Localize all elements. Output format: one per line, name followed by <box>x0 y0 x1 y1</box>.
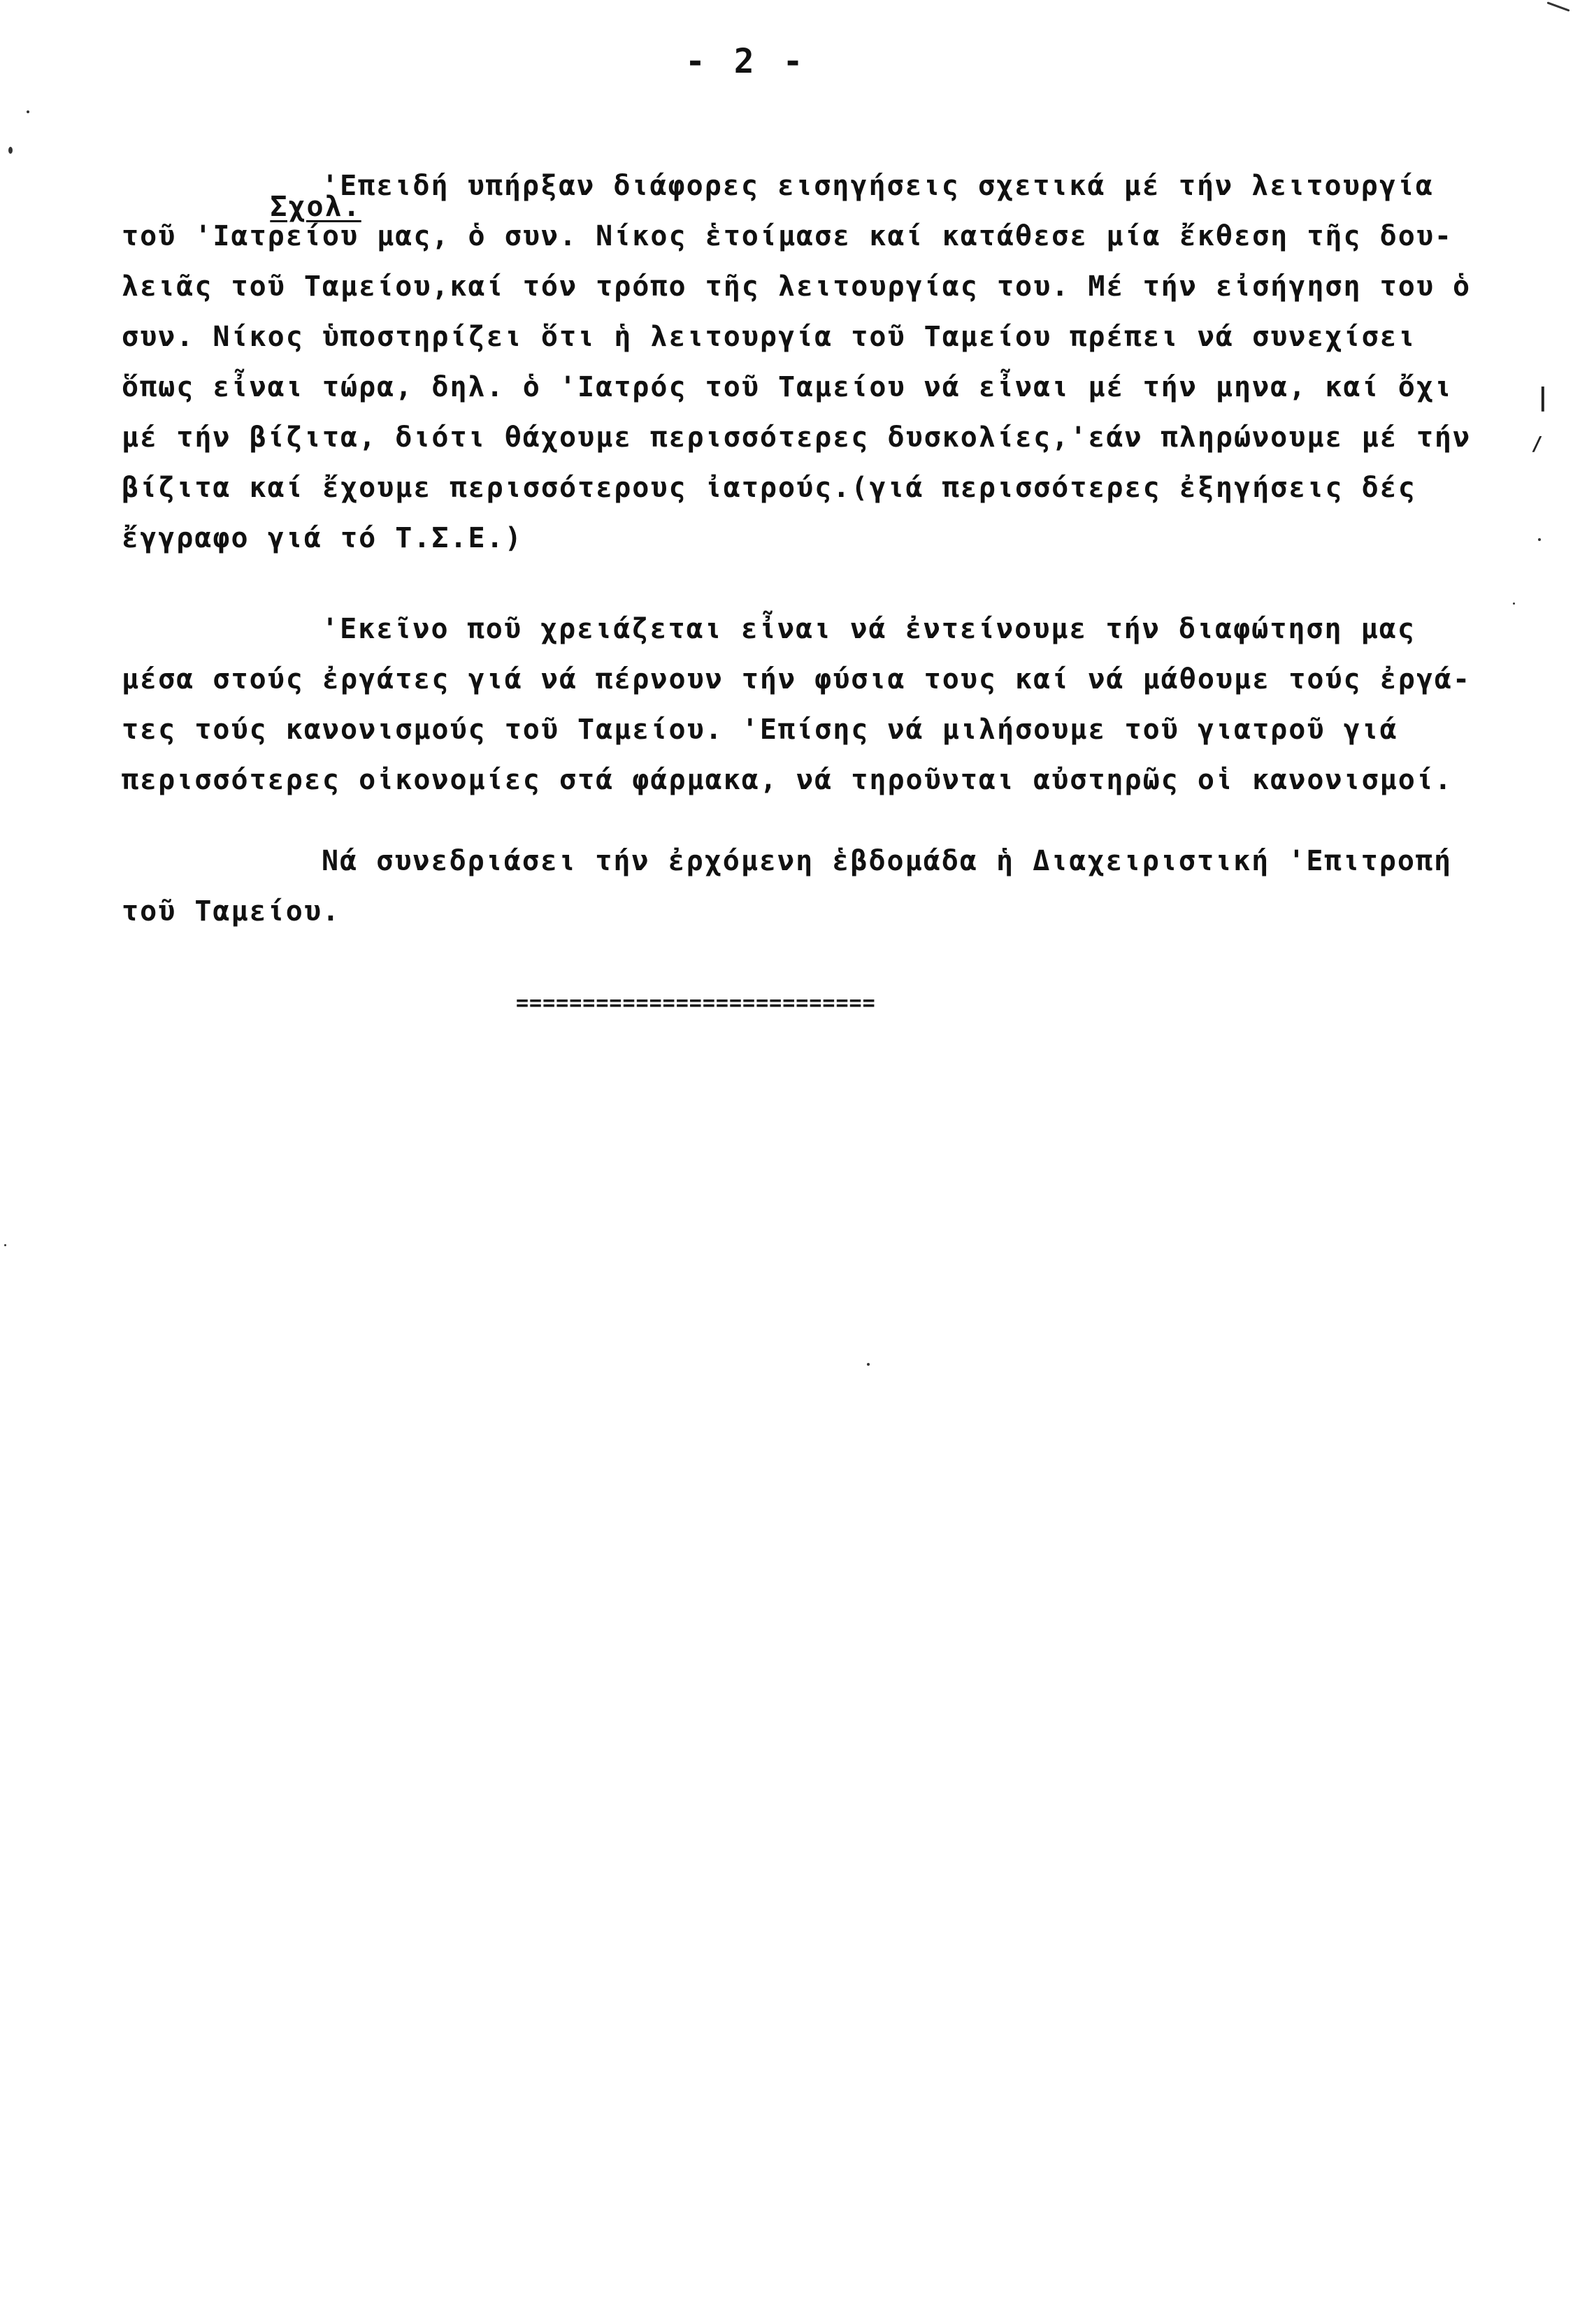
text-line: τοῦ 'Ιατρείου μας, ὁ συν. Νίκος ἑτοίμασε καί κατάθεσε μία ἔκθεση τῆς δου- <box>122 220 1453 252</box>
scan-speck <box>4 1244 6 1246</box>
scan-speck <box>8 147 13 154</box>
text-line: βίζιτα καί ἔχουμε περισσότερους ἰατρούς.(γιά περισσότερες ἐξηγήσεις δές <box>122 472 1416 504</box>
text-line: λειᾶς τοῦ Ταμείου,καί τόν τρόπο τῆς λειτουργίας του. Μέ τήν εἰσήγηση του ὁ <box>122 270 1472 303</box>
text-line: 'Επειδή υπήρξαν διάφορες εισηγήσεις σχετικά μέ τήν λειτουργία <box>322 170 1435 202</box>
text-line: 'Εκεῖνο ποῦ χρειάζεται εἶναι νά ἐντείνουμε τήν διαφώτηση μας <box>322 613 1416 645</box>
text-line: Νά συνεδριάσει τήν ἐρχόμενη ἑβδομάδα ἡ Διαχειριστική 'Επιτροπή <box>322 845 1453 877</box>
scan-speck <box>1547 1 1570 11</box>
text-line: ὅπως εἶναι τώρα, δηλ. ὁ 'Ιατρός τοῦ Ταμείου νά εἶναι μέ τήν μηνα, καί ὄχι <box>122 371 1453 403</box>
text-line: τοῦ Ταμείου. <box>122 895 340 928</box>
margin-mark: | <box>1535 383 1551 412</box>
section-separator: =========================== <box>516 991 876 1016</box>
text-line: ἔγγραφο γιά τό Τ.Σ.Ε.) <box>122 522 523 554</box>
text-line: τες τούς κανονισμούς τοῦ Ταμείου. 'Επίσης νά μιλήσουμε τοῦ γιατροῦ γιά <box>122 714 1398 746</box>
scan-speck <box>27 110 29 113</box>
scan-speck <box>867 1363 870 1366</box>
text-line: συν. Νίκος ὑποστηρίζει ὅτι ἡ λειτουργία τοῦ Ταμείου πρέπει νά συνεχίσει <box>122 321 1416 353</box>
text-line: περισσότερες οἰκονομίες στά φάρμακα, νά τηροῦνται αὐστηρῶς οἱ κανονισμοί. <box>122 764 1453 796</box>
text-line: μέσα στούς ἐργάτες γιά νά πέρνουν τήν φύσια τους καί νά μάθουμε τούς ἐργά- <box>122 663 1472 695</box>
margin-mark: / <box>1531 432 1543 455</box>
page-number: - 2 - <box>685 42 807 81</box>
text-line: μέ τήν βίζιτα, διότι θάχουμε περισσότερες δυσκολίες,'εάν πληρώνουμε μέ τήν <box>122 421 1472 454</box>
scan-speck <box>1513 602 1515 605</box>
section-heading: Σχολ. <box>270 191 361 223</box>
scan-speck <box>1538 538 1541 541</box>
